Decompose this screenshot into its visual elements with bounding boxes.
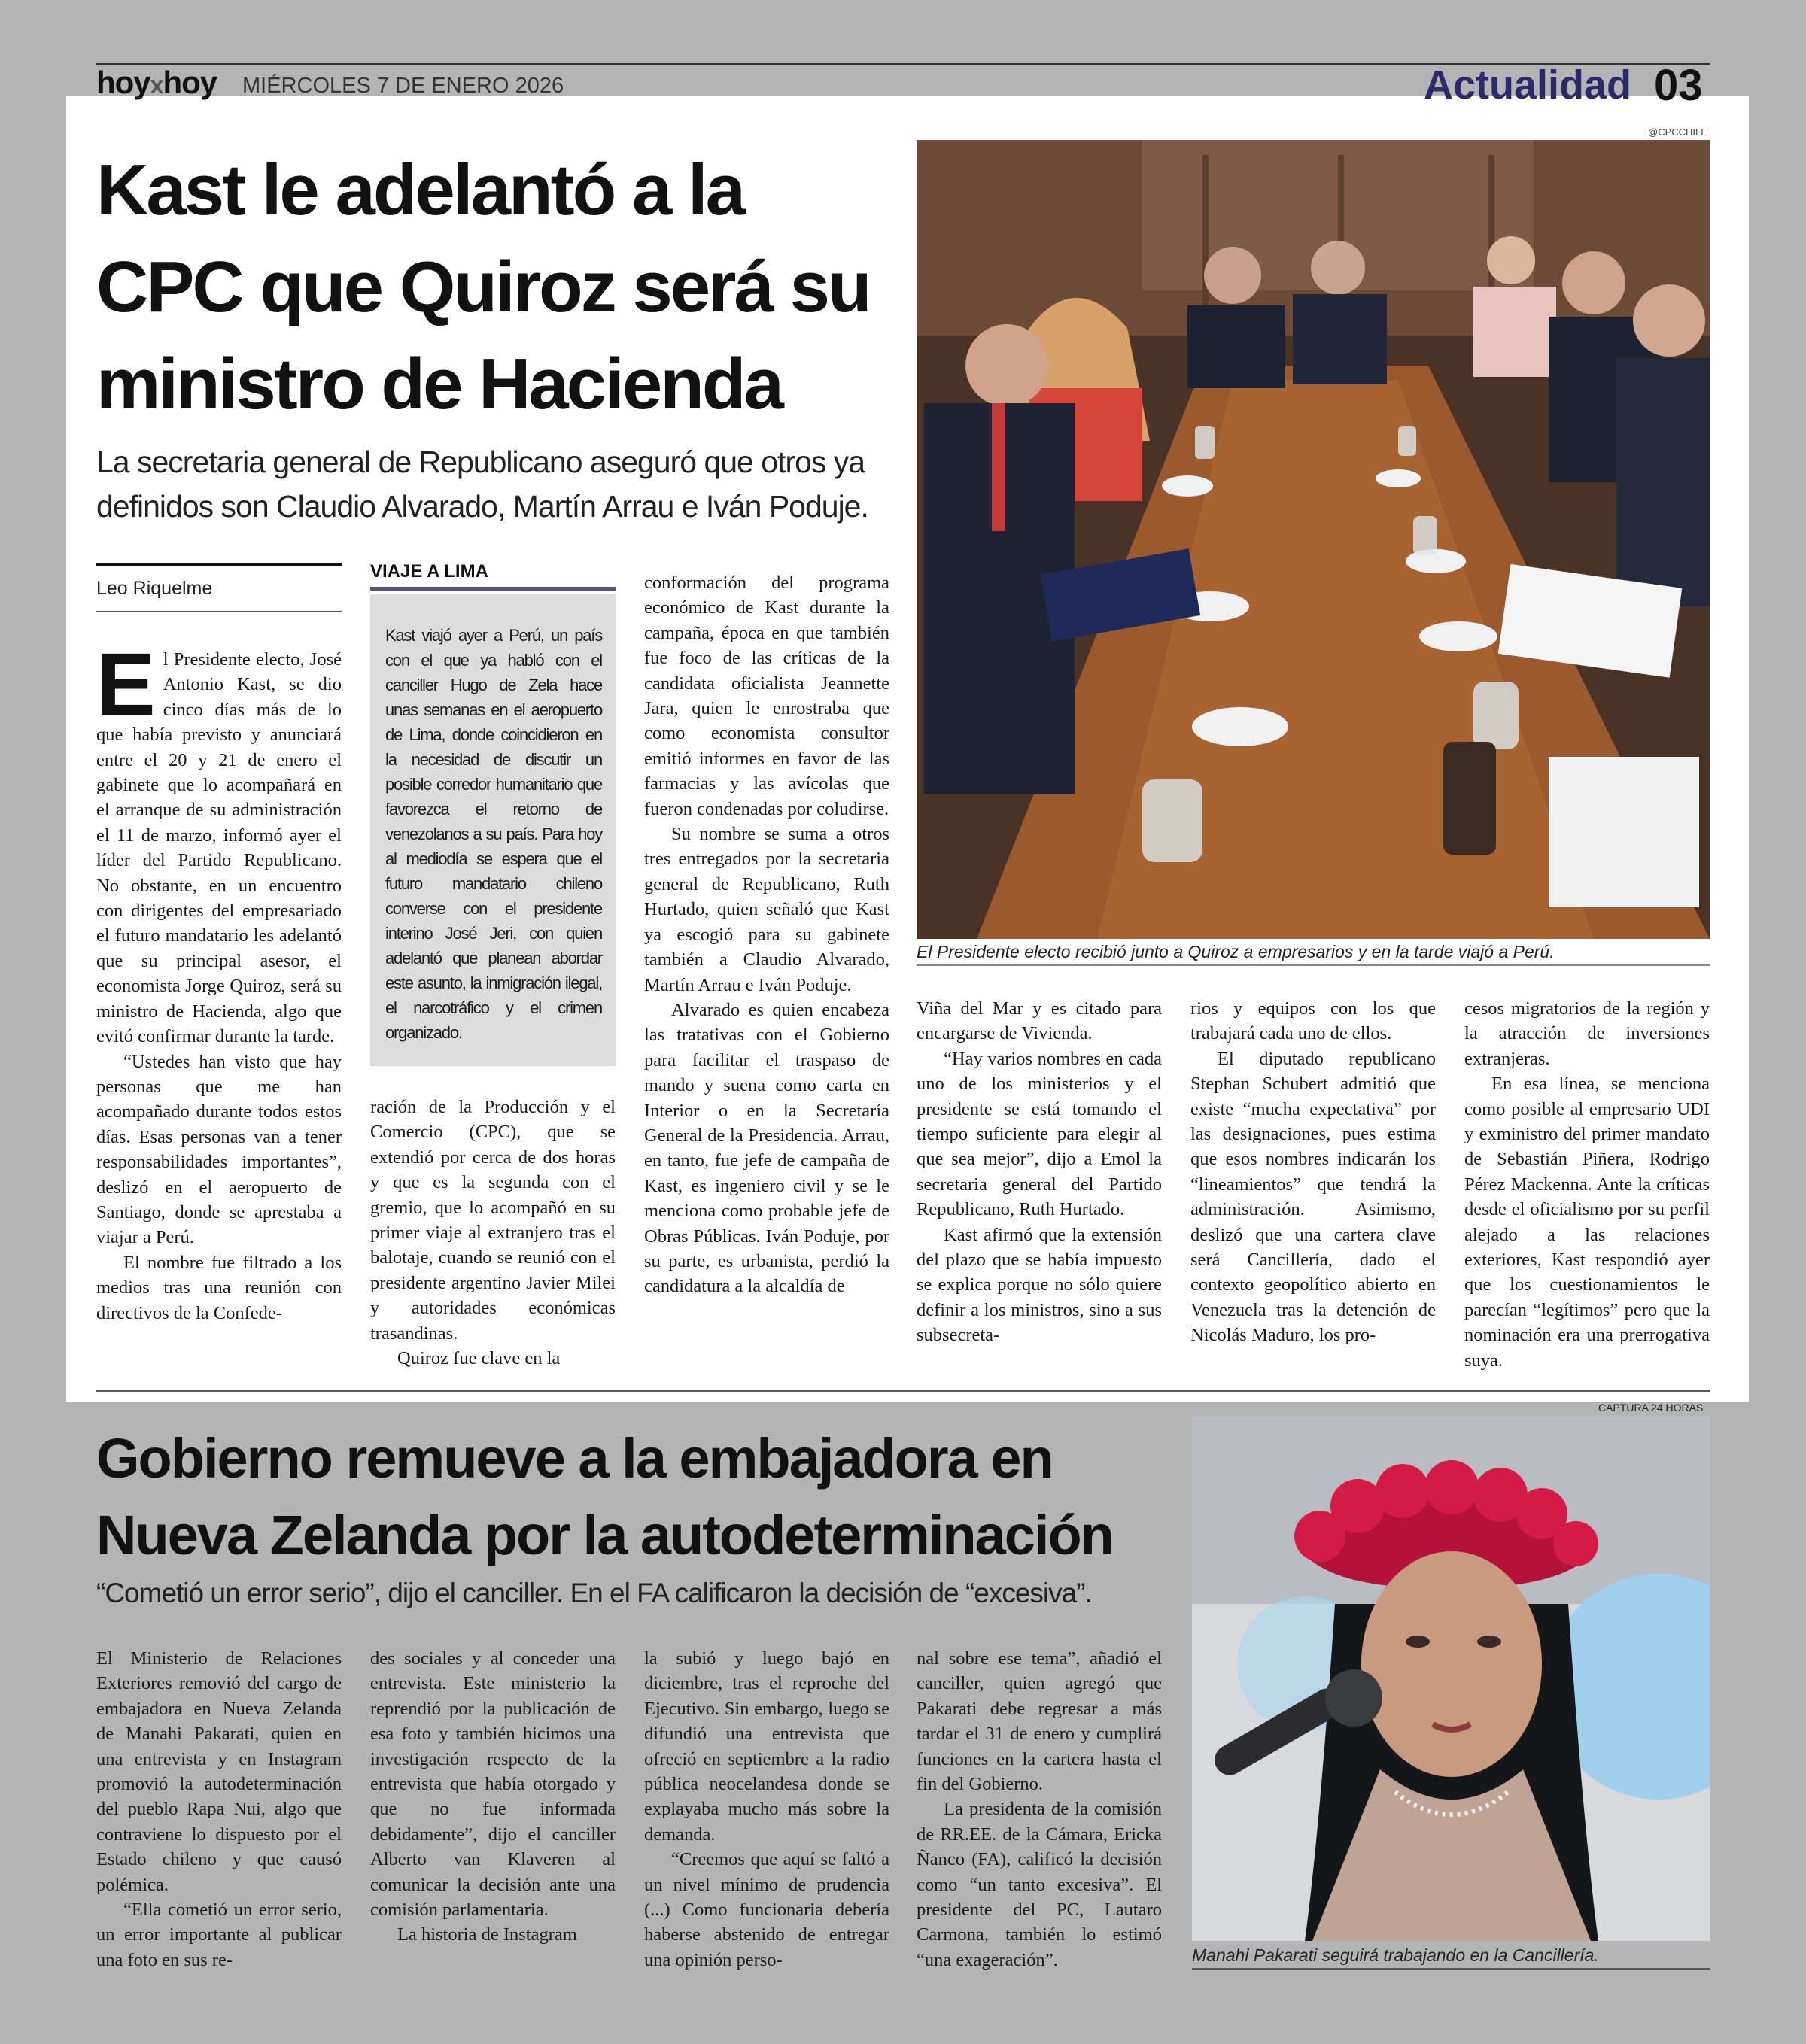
caption-rule-2 (1192, 1968, 1710, 1970)
sidebar-box (370, 594, 616, 1066)
caption-rule (917, 964, 1710, 966)
headline: Kast le adelantó a la CPC que Quiroz será su ministro de Hacienda (96, 150, 870, 424)
subheadline: La secretaria general de Republicano aseguró que otros ya definidos son Claudio Alvarado, Martín Arrau e Iván Poduje. (96, 445, 868, 524)
article-column-5: rios y equipos con los que trabajará cada uno de ellos. El diputado republicano Stephan Schubert admitió que existe “mucha expectativa” por las designaciones, pues estima que esos nombres indicarán los “lineamientos” que tendrá la administración. Asimismo, deslizó que una cartera clave será Cancillería, dado el contexto geopolítico abierto en Venezuela tras la detención de Nicolás Maduro, los pro- (1190, 998, 1436, 1346)
byline-rule (96, 611, 342, 612)
photo-credit: @CPCCHILE (1648, 126, 1707, 138)
sidebar-text: Kast viajó ayer a Perú, un país con el que ya habló con el canciller Hugo de Zela hace unas semanas en el aeropuerto de Lima, donde coincidieron en la necesidad de discutir un posible corredor humanitario que favorezca el retorno de venezolanos a su país. Para hoy al mediodía se espera que el futuro mandatario chileno converse con el presidente interino José Jeri, con quien adelantó que planean abordar este asunto, la inmigración ilegal, el narcotráfico y el crimen organizado. (385, 626, 602, 1042)
sidebar-rule (370, 587, 616, 591)
article-separator (96, 1390, 1710, 1392)
article2-column-1: El Ministerio de Relaciones Exteriores removió del cargo de embajadora en Nueva Zelanda de Manahi Pakarati, quien en una entrevista y en Instagram promovió la autodeterminación del pueblo Rapa Nui, algo que contraviene lo dispuesto por el Estado chileno y que causó polémica. “Ella cometió un error serio, un error importante al publicar una foto en sus re- (96, 1648, 342, 1970)
article2-column-2: des sociales y al conceder una entrevista. Este ministerio la reprendió por la publicación de esa foto y también hicimos una investigación respecto de la entrevista que había otorgado y que no fue informada debidamente”, dijo el canciller Alberto van Klaveren al comunicar la decisión ante una comisión parlamentaria. La historia de Instagram (370, 1648, 616, 1945)
article-column-4: Viña del Mar y es citado para encargarse de Vivienda. “Hay varios nombres en cada uno de los ministerios y el presidente se está tomando el tiempo suficiente para elegir al que sea mejor”, dijo a Emol la secretaria general del Partido Republicano, Ruth Hurtado. Kast afirmó que la extensión del plazo que se había impuesto se explica porque no sólo quiere definir a los ministros, sino a sus subsecreta- (917, 998, 1162, 1346)
article-column-2: ración de la Producción y el Comercio (CPC), que se extendió por cerca de dos horas y que es la segunda con el gremio, que lo acompañó en su primer viaje al extranjero tras el balotaje, cuando se reunió con el presidente argentino Javier Milei y autoridades económicas trasandinas. Quiroz fue clave en la (370, 1097, 616, 1369)
photo-caption-2: Manahi Pakarati seguirá trabajando en la Cancillería. (1192, 1945, 1599, 1965)
byline: Leo Riquelme (96, 578, 213, 599)
section-name: Actualidad (1424, 62, 1632, 108)
page-number: 03 (1654, 61, 1703, 110)
article-column-3: conformación del programa económico de Kast durante la campaña, época en que también fue foco de las críticas de la candidata oficialista Jeannette Jara, quien le enrostraba que como economista consultor emitió informes en favor de las farmacias y las avícolas que fueron condenadas por coludirse. Su nombre se suma a otros tres entregados por la secretaria general de Republicano, Ruth Hurtado, quien señaló que Kast ya escogió para su gabinete también a Claudio Alvarado, Martín Arrau e Iván Poduje. Alvarado es quien encabeza las tratativas con el Gobierno para facilitar el traspaso de mando y suena como carta en Interior o en la Secretaría General de la Presidencia. Arrau, en tanto, fue jefe de campaña de Kast, es ingeniero civil y se le menciona como probable jefe de Obras Públicas. Iván Poduje, por su parte, es urbanista, perdió la candidatura a la alcaldía de (644, 573, 889, 1297)
byline-rule (96, 563, 342, 566)
photo-caption: El Presidente electo recibió junto a Quiroz a empresarios y en la tarde viajó a Perú. (917, 942, 1555, 961)
edition-date: MIÉRCOLES 7 DE ENERO 2026 (242, 74, 564, 98)
ambassador-photo (1192, 1416, 1710, 1941)
photo-credit-2: CAPTURA 24 HORAS (1598, 1402, 1704, 1414)
headline-2: Gobierno remueve a la embajadora en Nueva Zelanda por la autodeterminación (96, 1427, 1113, 1566)
article2-column-4: nal sobre ese tema”, añadió el canciller, quien agregó que Pakarati debe regresar a más tardar el 31 de enero y cumplirá funciones en la cartera hasta el fin del Gobierno. La presidenta de la comisión de RR.EE. de la Cámara, Ericka Ñanco (FA), calificó la decisión como “un tanto excesiva”. El presidente del PC, Lautaro Carmona, también lo estimó “una exageración”. (917, 1648, 1162, 1970)
sidebar-title: VIAJE A LIMA (370, 561, 488, 582)
article2-column-3: la subió y luego bajó en diciembre, tras el reproche del Ejecutivo. Sin embargo, luego se difundió una entrevista que ofreció en septiembre a la radio pública neocelandesa donde se explayaba mucho más sobre la demanda. “Creemos que aquí se faltó a un nivel mínimo de prudencia (...) Como funcionaria debería haberse abstenido de entregar una opinión perso- (644, 1648, 889, 1970)
meeting-photo (917, 140, 1710, 939)
article-column-1: El Presidente electo, José Antonio Kast, se dio cinco días más de lo que había previsto y anunciará entre el 20 y 21 de enero el gabinete que lo acompañará en el arranque de su administración el 11 de marzo, informó ayer el líder del Partido Republicano. No obstante, en un encuentro con dirigentes del empresariado el futuro mandatario les adelantó que su principal asesor, el economista Jorge Quiroz, será su ministro de Hacienda, algo que evitó confirmar durante la tarde. “Ustedes han visto que hay personas que me han acompañado durante todos estos días. Esas personas van a tener responsabilidades importantes”, deslizó en el aeropuerto de Santiago, donde se aprestaba a viajar a Perú. El nombre fue filtrado a los medios tras una reunión con directivos de la Confede- (96, 635, 342, 1323)
subheadline-2: “Cometió un error serio”, dijo el canciller. En el FA calificaron la decisión de “excesiva”. (96, 1578, 1092, 1608)
brand-logo: hoyxhoy (96, 65, 217, 100)
drop-cap: E (96, 635, 156, 734)
article-column-6: cesos migratorios de la región y la atracción de inversiones extranjeras. En esa línea, se menciona como posible al empresario UDI y exministro del primer mandato de Sebastián Piñera, Rodrigo Pérez Mackenna. Ante la críticas desde el oficialismo por su perfil alejado a las relaciones exteriores, Kast respondió ayer que los cuestionamientos le parecían “legítimos” pero que la nominación era una prerrogativa suya. (1464, 998, 1710, 1371)
